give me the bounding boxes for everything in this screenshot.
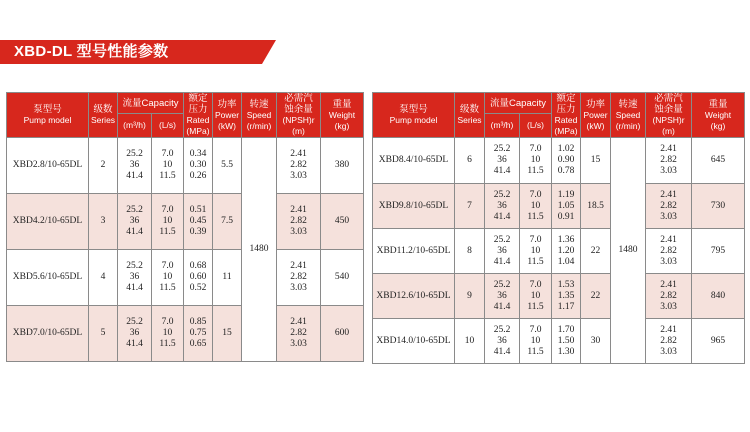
series-cell: 7	[455, 184, 485, 229]
capacity-ls-cell: 7.0 10 11.5	[520, 274, 552, 319]
pressure-cell: 1.70 1.50 1.30	[552, 319, 581, 364]
speed-header: 转速 Speed (r/min)	[242, 93, 277, 138]
capacity-ls-cell: 7.0 10 11.5	[152, 138, 184, 194]
power-header: 功率 Power (kW)	[581, 93, 611, 138]
spec-table-left	[6, 92, 364, 362]
table-row	[373, 319, 745, 364]
series-cell: 9	[455, 274, 485, 319]
weight-header: 重量 Weight (kg)	[321, 93, 364, 138]
series-cell: 4	[89, 250, 118, 306]
table-row	[373, 229, 745, 274]
series-cell: 3	[89, 194, 118, 250]
npsh-cell: 2.41 2.82 3.03	[277, 194, 321, 250]
page-title: XBD-DL 型号性能参数	[0, 40, 262, 64]
capacity-m3h-cell: 25.2 36 41.4	[485, 274, 520, 319]
capacity-header: 流量Capacity	[485, 93, 552, 114]
capacity-unit-ls: (L/s)	[520, 114, 552, 138]
capacity-ls-cell: 7.0 10 11.5	[520, 319, 552, 364]
table-row	[7, 250, 364, 306]
capacity-ls-cell: 7.0 10 11.5	[520, 138, 552, 184]
power-cell: 22	[581, 229, 611, 274]
series-cell: 10	[455, 319, 485, 364]
table-row	[7, 306, 364, 362]
series-header: 级数 Series	[89, 93, 118, 138]
pressure-cell: 1.19 1.05 0.91	[552, 184, 581, 229]
pressure-cell: 1.02 0.90 0.78	[552, 138, 581, 184]
model-cell: XBD11.2/10-65DL	[373, 229, 455, 274]
table-row	[7, 138, 364, 194]
pressure-cell: 0.68 0.60 0.52	[184, 250, 213, 306]
power-header: 功率 Power (kW)	[213, 93, 242, 138]
table-row	[373, 274, 745, 319]
model-cell: XBD12.6/10-65DL	[373, 274, 455, 319]
power-cell: 15	[581, 138, 611, 184]
speed-cell: 1480	[611, 138, 646, 364]
npsh-cell: 2.41 2.82 3.03	[646, 229, 692, 274]
model-cell: XBD14.0/10-65DL	[373, 319, 455, 364]
speed-cell: 1480	[242, 138, 277, 362]
power-cell: 22	[581, 274, 611, 319]
weight-cell: 600	[321, 306, 364, 362]
pressure-cell: 0.51 0.45 0.39	[184, 194, 213, 250]
capacity-ls-cell: 7.0 10 11.5	[152, 306, 184, 362]
header-row	[373, 93, 745, 114]
model-cell: XBD2.8/10-65DL	[7, 138, 89, 194]
spec-table-right	[372, 92, 745, 364]
capacity-m3h-cell: 25.2 36 41.4	[485, 184, 520, 229]
capacity-unit-m3h: (m³/h)	[118, 114, 152, 138]
capacity-m3h-cell: 25.2 36 41.4	[118, 138, 152, 194]
power-cell: 11	[213, 250, 242, 306]
weight-cell: 645	[692, 138, 745, 184]
power-cell: 15	[213, 306, 242, 362]
series-cell: 6	[455, 138, 485, 184]
power-cell: 7.5	[213, 194, 242, 250]
power-cell: 18.5	[581, 184, 611, 229]
capacity-m3h-cell: 25.2 36 41.4	[118, 306, 152, 362]
npsh-cell: 2.41 2.82 3.03	[646, 319, 692, 364]
pressure-cell: 1.53 1.35 1.17	[552, 274, 581, 319]
capacity-ls-cell: 7.0 10 11.5	[520, 184, 552, 229]
npsh-header: 必需汽 蚀余量 (NPSH)r (m)	[277, 93, 321, 138]
model-cell: XBD5.6/10-65DL	[7, 250, 89, 306]
capacity-m3h-cell: 25.2 36 41.4	[485, 229, 520, 274]
model-cell: XBD8.4/10-65DL	[373, 138, 455, 184]
header-row	[7, 93, 364, 114]
capacity-ls-cell: 7.0 10 11.5	[152, 194, 184, 250]
npsh-cell: 2.41 2.82 3.03	[277, 306, 321, 362]
weight-cell: 380	[321, 138, 364, 194]
weight-cell: 795	[692, 229, 745, 274]
pressure-cell: 0.85 0.75 0.65	[184, 306, 213, 362]
npsh-cell: 2.41 2.82 3.03	[646, 274, 692, 319]
model-cell: XBD9.8/10-65DL	[373, 184, 455, 229]
model-cell: XBD7.0/10-65DL	[7, 306, 89, 362]
model-cell: XBD4.2/10-65DL	[7, 194, 89, 250]
npsh-cell: 2.41 2.82 3.03	[277, 138, 321, 194]
capacity-m3h-cell: 25.2 36 41.4	[118, 194, 152, 250]
weight-cell: 450	[321, 194, 364, 250]
weight-header: 重量 Weight (kg)	[692, 93, 745, 138]
npsh-cell: 2.41 2.82 3.03	[646, 184, 692, 229]
power-cell: 30	[581, 319, 611, 364]
model-header: 泵型号 Pump model	[373, 93, 455, 138]
weight-cell: 965	[692, 319, 745, 364]
table-row	[373, 138, 745, 184]
series-cell: 2	[89, 138, 118, 194]
npsh-cell: 2.41 2.82 3.03	[277, 250, 321, 306]
table-row	[7, 194, 364, 250]
pressure-header: 额定 压力 Rated (MPa)	[184, 93, 213, 138]
model-header: 泵型号 Pump model	[7, 93, 89, 138]
capacity-ls-cell: 7.0 10 11.5	[152, 250, 184, 306]
capacity-header: 流量Capacity	[118, 93, 184, 114]
weight-cell: 840	[692, 274, 745, 319]
pressure-cell: 0.34 0.30 0.26	[184, 138, 213, 194]
table-row	[373, 184, 745, 229]
power-cell: 5.5	[213, 138, 242, 194]
weight-cell: 540	[321, 250, 364, 306]
pressure-cell: 1.36 1.20 1.04	[552, 229, 581, 274]
series-cell: 5	[89, 306, 118, 362]
capacity-unit-m3h: (m³/h)	[485, 114, 520, 138]
pressure-header: 额定 压力 Rated (MPa)	[552, 93, 581, 138]
capacity-m3h-cell: 25.2 36 41.4	[118, 250, 152, 306]
speed-header: 转速 Speed (r/min)	[611, 93, 646, 138]
npsh-header: 必需汽 蚀余量 (NPSH)r (m)	[646, 93, 692, 138]
series-cell: 8	[455, 229, 485, 274]
series-header: 级数 Series	[455, 93, 485, 138]
capacity-m3h-cell: 25.2 36 41.4	[485, 138, 520, 184]
capacity-unit-ls: (L/s)	[152, 114, 184, 138]
capacity-ls-cell: 7.0 10 11.5	[520, 229, 552, 274]
capacity-m3h-cell: 25.2 36 41.4	[485, 319, 520, 364]
weight-cell: 730	[692, 184, 745, 229]
npsh-cell: 2.41 2.82 3.03	[646, 138, 692, 184]
